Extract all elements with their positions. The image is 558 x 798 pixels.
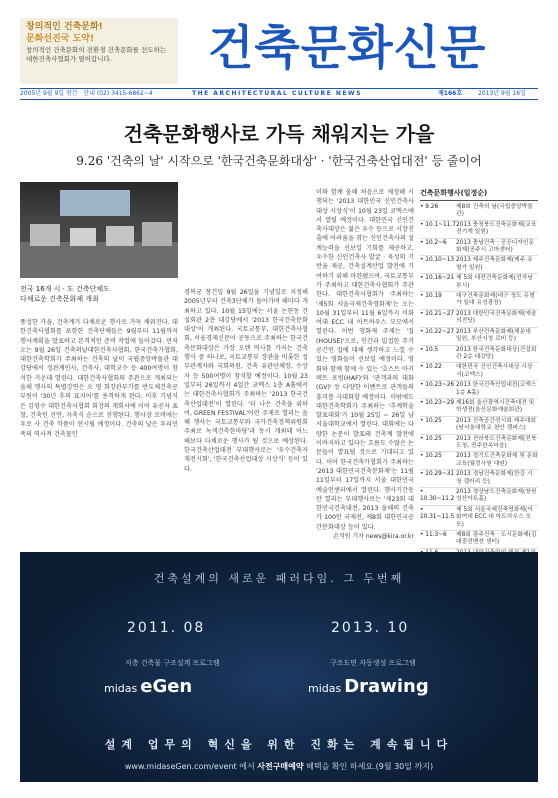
schedule-event: 2013 부산건축문화제(해운대 일원, 부산시청 로비 등): [456, 328, 531, 343]
schedule-date: • 10.22~27: [420, 328, 455, 335]
schedule-row: [420, 452, 538, 470]
schedule-event: 2013 제주건축문화제(제주 유형가 일원): [456, 257, 533, 271]
photo-booth-4: [142, 222, 172, 246]
article-column-2: 경복궁 창건일 9월 26일을 기념일로 지정해 2005년부터 건축3단체가 돌아가며 해마다 개최하고 있다. 10월 15일에는 서울 논현동 건설회관 2층 대강당에서 '2013 한국건축문화대상'이 개최된다. 국토교통부, 대한건축사협회, 서울경제신문이 공동으로 주최하는 한국건축문화대상은 가장 오랜 역사를 가지는 건축 행사 중 하나로, 국토교통부 장관을 비롯한 정부관계자와 국회의원, 건축 유관단체장, 수상자 등 500여명이 참석할 예정이다. 10월 23일부터 26일까지 4일간 코엑스 1층 A홀에서는 대한건축사협회가 주최하는 '2013 한국건축산업대전'이 열린다. '더 나은 건축을 위하여, GREEN FESTIVAL'이란 주제로 열리는 올해 행사는 국토교통부와 국가건축정책위원회 주최로 녹색건축한마당'과 동시 개최돼 어느 해보다 다채로운 행사가 될 것으로 예상된다. 한국건축산업대전 부대행사로는 '우수건축자재전시회', '한국건축산업대상 시상식' 등이 있다.: [184, 289, 308, 473]
schedule-date: • 9.26: [420, 204, 439, 210]
schedule-row: [420, 363, 538, 381]
event-photo: [20, 182, 178, 278]
founding-date: 2005년 9월 9일 창간 안내 (02) 3415-6862~4: [20, 90, 153, 97]
photo-booth-1: [30, 224, 60, 246]
schedule-date: • 10.2~6: [420, 239, 447, 246]
schedule-row: [420, 488, 538, 506]
ad-date-2: 2013. 10: [331, 620, 410, 636]
schedule-date: • 10.30~11.2: [420, 489, 455, 503]
schedule-row: [420, 417, 538, 435]
schedule-date: • 10.5: [420, 346, 439, 353]
ad-tagline: 건축설계의 새로운 패러다임. 그 두번째: [153, 572, 405, 585]
promo-line2: 문화선진국 도약!: [26, 34, 95, 44]
schedule-row: [420, 310, 538, 328]
photo-booth-3: [106, 226, 134, 246]
schedule-event: 2013 경기도건축문화제 및 문화교육(월정사원 대원): [456, 453, 538, 467]
schedule-event: 2013 한국건축산업대전(코엑스 1층 A홀): [456, 382, 537, 396]
schedule-date: • 10.25: [420, 417, 442, 424]
schedule-event: 대한민국 신인건축사대상 시상식(코엑스): [456, 364, 533, 378]
schedule-row: [420, 274, 538, 292]
schedule-date: • 11.3~6: [420, 532, 447, 539]
article-subhead: 9.26 '건축의 날' 시작으로 '한국건축문화대상' · '한국건축산업대전' 등 줄이어: [76, 154, 482, 168]
schedule-event: 2013 경상남도건축문화제(창원 성산아트홀): [456, 489, 537, 503]
english-title: THE ARCHITECTURAL CULTURE NEWS: [192, 90, 362, 97]
issue-date: 2013년 9월 16일: [478, 90, 526, 97]
schedule-row: [420, 292, 538, 310]
promo-line3: 창의적인 건축문화의 전환경 건축문화를 선도하는 대한건축사협회가 열어갑니다.: [26, 46, 167, 63]
schedule-event: 2013 전라북도건축문화제(전북도청, 전주한옥마을): [456, 435, 537, 449]
article-byline: 손석원 기자 news@kira.or.kr: [333, 533, 414, 540]
schedule-date: • 10.22: [420, 364, 442, 371]
masthead-strip: [20, 88, 538, 100]
schedule-row: [420, 256, 538, 274]
schedule-event: 제 5회 대전건축문화제(전자남부시): [456, 275, 533, 289]
schedule-date: • 10.29~31: [420, 471, 455, 478]
ad-slogan: 설계 업무의 혁신을 위한 진화는 계속됩니다: [104, 738, 454, 751]
schedule-event: 제16회 울산광역시건축대전 및 학생전(울산문화예술회관): [456, 399, 535, 414]
photo-booth-2: [70, 228, 96, 246]
issue-number: 제166호: [438, 90, 463, 97]
promo-line1: 창의적인 건축문화!: [26, 22, 103, 32]
schedule-event: 2013 대한민국건축문화제(예술의전당): [456, 310, 537, 325]
ad-product1-name: midas eGen: [104, 676, 193, 697]
schedule-date: • 10.31~11.5: [420, 506, 455, 521]
ad-url-line[interactable]: www.midaseGen.com/event 에서 사전구매예약 혜택을 확인 하세요.(9월 30일 까지): [124, 762, 434, 771]
schedule-event: 2013 건축공간전시회 제주대회(남서울대학교 천안 캠퍼스): [456, 417, 537, 432]
schedule-title: 건축문화행사(일정순): [420, 188, 538, 201]
schedule-date: • 10.23~26: [420, 382, 455, 389]
schedule-date: • 10.21~27: [420, 310, 455, 317]
schedule-row: [420, 399, 538, 417]
schedule-row: [420, 506, 538, 531]
schedule-date: • 10.19: [420, 293, 442, 300]
photo-screen: [60, 190, 130, 216]
article-column-1: 풍성한 가을, 건축계가 다채로운 행사로 가득 채워진다. 대한건축사협회를 포함한 건축단체들은 9월부터 11월까지 행사계획을 발표하고 본격적인 준비 작업에 들어갔다. 먼저 오는 9월 26일 건축의날대한건축사협회, 한국건축가협회, 대한건축학회가 주최하는 건축의 날이 국립중앙박물관 대강당에서 정관계인사, 건축사, 대학교수 등 400여명이 참석한 가운데 열린다. 대한건축사협회의 주관으로 개최되는 올해 행사의 특별강연은 오 영 희장관부가를 반도체건축공부원이 '30년 후의 표지어'를 용격하게 된다. 이후 기념식은 김영수 대한건축사협회 회장의 개회사에 이어 유공자 표창, 건축인 선언, 자축식 순으로 진행된다. 행사장 로비에는 우로 사 건축 작품이 전시될 예정이다. 건축의 날은 우리민족의 역사적 건축물인: [20, 319, 178, 438]
schedule-row: [420, 239, 538, 257]
schedule-date: • 10.25: [420, 435, 442, 442]
schedule-row: [420, 531, 538, 549]
schedule-date: • 10.25: [420, 453, 442, 460]
schedule-date: • 10.23~29: [420, 399, 455, 406]
schedule-row: [420, 221, 538, 239]
schedule-event: 2013 충청북도건축문화제(교육 전기계 일원): [456, 221, 537, 236]
schedule-row: [420, 381, 538, 399]
schedule-row: [420, 346, 538, 364]
schedule-event: 제8회 광주건축 · 도시문화제(김대중컨벤션 센터): [456, 532, 537, 546]
photo-floor: [20, 242, 178, 278]
schedule-row: [420, 328, 538, 346]
midas-advertisement[interactable]: [20, 552, 538, 782]
schedule-event: 대구건축문화제(대구 청도 유형가 일대 유성광장): [456, 293, 535, 307]
schedule-row: [420, 203, 538, 221]
article-headline: 건축문화행사로 가득 채워지는 가을: [123, 122, 435, 146]
schedule-event: 제8회 건축의 날(국립중앙박물관): [456, 204, 533, 218]
schedule-date: • 10.10~13: [420, 257, 455, 264]
ad-product2-desc: 구조도면 자동생성 프로그램: [330, 659, 416, 667]
promo-box: [20, 18, 178, 84]
ad-product1-desc: 저층 건축물 구조설계 프로그램: [125, 659, 220, 667]
article-column-3: 이와 함께 올해 처음으로 제정해 시행되는 '2013 대한민국 신인건축사대상 시상식'이 10월 23일 코엑스에서 열릴 예정이다. 대한민국 신인건축사대상은 젊은 우수 등으로 시장진출에 어려움을 겪는 신인건축사의 설계능력을 선보일 기회를 제공하고, 우수한 신인건축사 발굴 · 육성의 기반을 제공, 건축설계산업 발전에 기여하기 위해 마련됐으며, 국토교통부가 주최하고 대한건축사협회가 주관한다. 대한건축사협회가 주최하는 '제5회 서울국제건축영화제'는 오는 10월 31일부터 11월 6일까지 이화여대 ECC 내 아트하우스 모모에서 열린다. 이번 영화제 주제는 '집(HOUSE)'으로, 인간과 밀접한 주거공간인 집에 대해 생각하고 느낄 수 있는 영화들이 선보일 예정이다. 영화와 함께 함께 수 있는 '호스트 아키텍트 포럼(HAF)'와 '관객과의 대화(GV)' 등 다양한 이벤트로 관객들의 흥미를 극대화할 예정이다. 이밖에도 대한건축학회가 주최하는 '추계학술발표대회'가 10월 25일 ~ 26일 남서울대학교에서 열린다. 대회에는 다양한 논문이 발표돼 건축계 발전에 이바지하고 있다는 흐름도 수많은 논문들이 발표될 것으로 기대되고 있다. 이어 한국건축가협회가 주최하는 '2013 대한민국건축문화제'는 11월 11일부터 17일까지 서울 대한민국예술인센터에서 열린다. 행사기간동안 열리는 부대행사로는 '제23회 대한민국건축대전, 2013 올해의 건축가 100인 국제전, 제8회 대한민국공간문화대상 등이 있다.: [316, 189, 414, 531]
schedule-row: [420, 470, 538, 488]
schedule-date: • 10.1~11.7: [420, 221, 456, 228]
photo-caption: 전국 16개 시 · 도 건축단체도 다채로운 건축문화제 개최: [20, 285, 110, 303]
schedule-event: 제 5회 서울국제건축영화제(이화여대 ECC 내 아트하우스 모모): [456, 506, 533, 528]
schedule-event: 2013 경남건축문화제(한강 시청 갤러리 등): [456, 471, 533, 485]
schedule-sidebar: [420, 188, 538, 546]
schedule-date: • 10.16~21: [420, 275, 455, 282]
schedule-event: 2013 한국건축문화대상(건설회관 2층 대강당): [456, 346, 537, 360]
ad-product2-name: midas Drawing: [308, 676, 429, 697]
schedule-row: [420, 435, 538, 453]
masthead-title: 건축문화신문: [208, 21, 487, 76]
ad-date-1: 2011. 08: [127, 620, 206, 636]
schedule-event: 2013 충남건축 · 공공디자인문화제(공주시 고마센터): [456, 239, 535, 254]
